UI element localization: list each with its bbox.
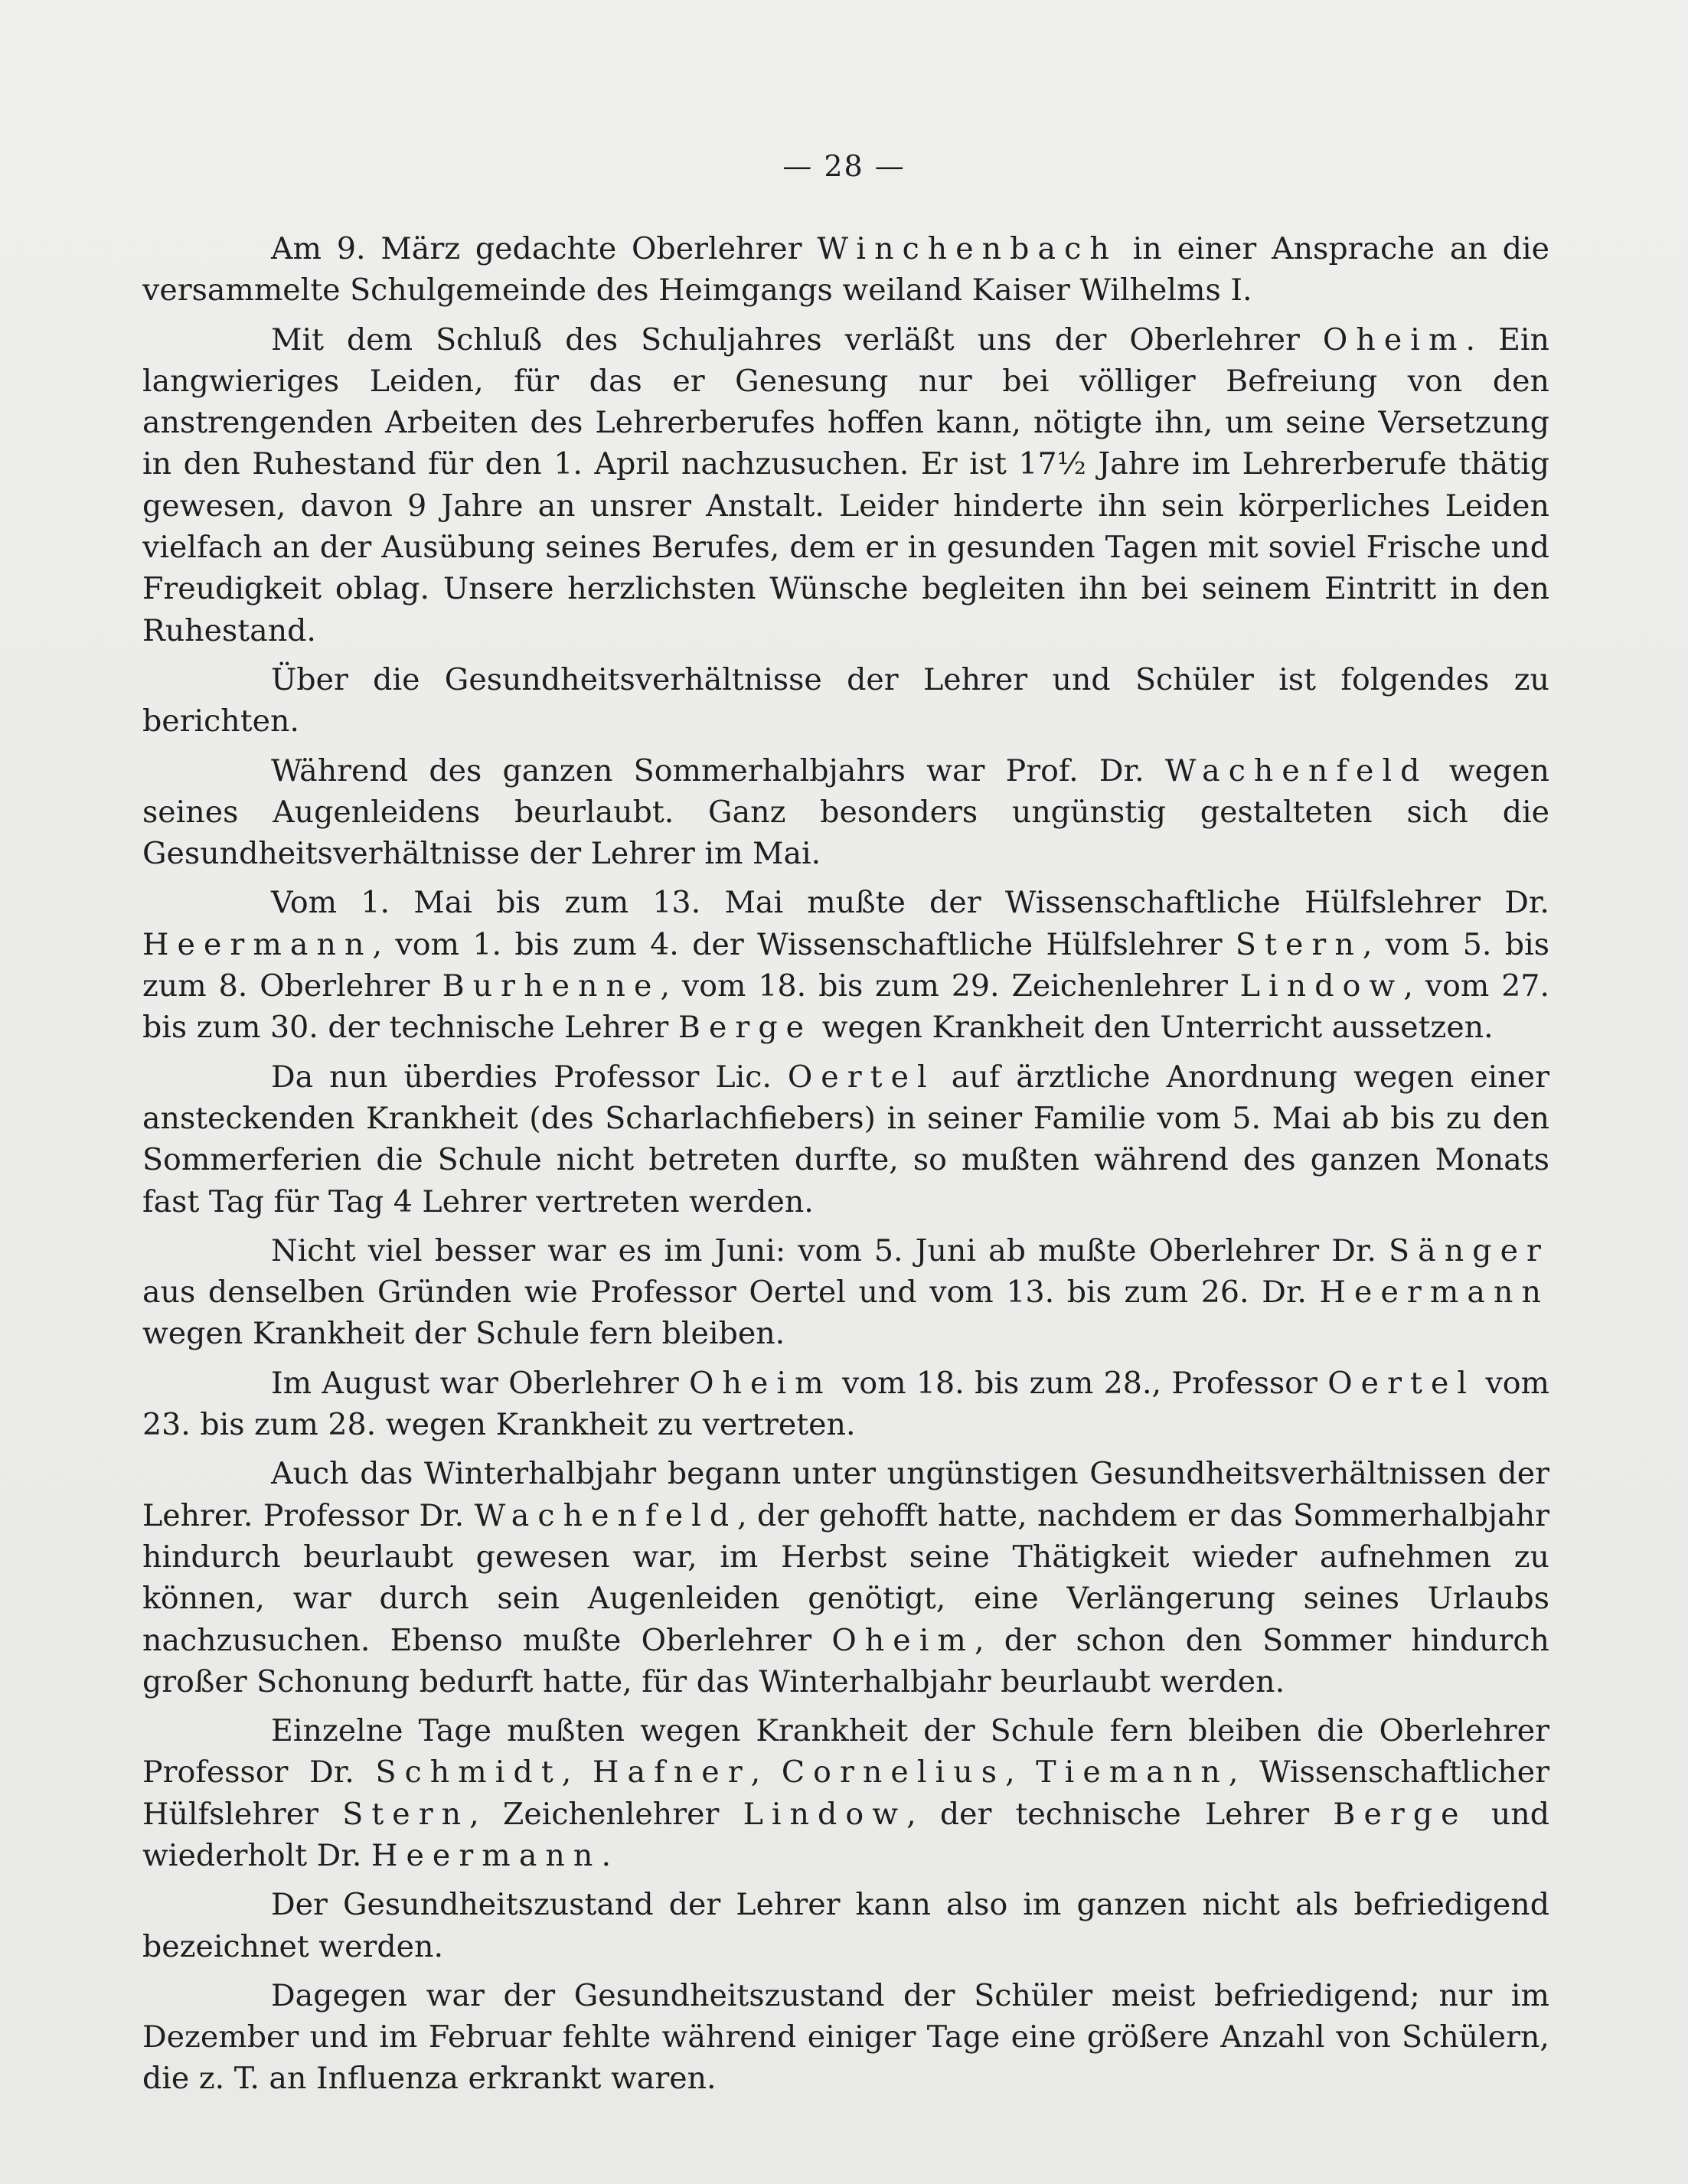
spaced-name: Heermann	[1319, 1275, 1549, 1311]
spaced-name: Schmidt	[375, 1755, 562, 1791]
text-run: , vom 5. bis zum 8. Oberlehrer	[142, 926, 1549, 1004]
paragraph	[142, 1884, 1549, 1967]
spaced-name: Oertel	[1327, 1365, 1476, 1401]
text-run: , vom 18. bis zum 29. Zeichenlehrer	[660, 968, 1240, 1004]
text-run: , der technische Lehrer	[906, 1796, 1334, 1832]
text-run: und wiederholt Dr.	[142, 1796, 1549, 1873]
spaced-name: Oertel	[787, 1059, 935, 1095]
text-run: Da nun überdies Professor Lic.	[271, 1059, 788, 1095]
text-run: wegen seines Augenleidens beurlaubt. Ganz besonders ungünstig gestalteten sich die Gesundheitsverhältnisse der Lehrer im Mai.	[142, 752, 1549, 872]
text-run: Während des ganzen Sommerhalbjahrs war Prof. Dr.	[271, 752, 1165, 788]
page-number: — 28 —	[782, 149, 906, 183]
text-run: Vom 1. Mai bis zum 13. Mai mußte der Wissenschaftliche Hülfslehrer Dr.	[271, 885, 1549, 921]
paragraph	[142, 1975, 1549, 2100]
paragraph	[142, 1453, 1549, 1702]
paragraph	[142, 659, 1549, 743]
text-run: , Wissenschaftlicher Hülfslehrer	[142, 1755, 1549, 1832]
paragraph	[142, 1710, 1549, 1876]
text-run: auf ärztliche Anordnung wegen einer ansteckenden Krankheit (des Scharlachfiebers) in seiner Familie vom 5. Mai ab bis zu den Sommerferien die Schule nicht betreten durfte, so mußten während des ganzen Monats fast Tag für Tag 4 Lehrer vertreten werden.	[142, 1059, 1549, 1219]
text-run: ,	[750, 1755, 782, 1791]
spaced-name: Oheim	[689, 1365, 832, 1401]
spaced-name: Lindow	[1239, 968, 1404, 1004]
spaced-name: Berge	[677, 1010, 813, 1046]
spaced-name: Tiemann	[1036, 1755, 1229, 1791]
spaced-name: Wachenfeld	[1164, 752, 1428, 788]
text-run: , der schon den Sommer hindurch großer Schonung bedurft hatte, für das Winterhalbjahr beurlaubt werden.	[142, 1622, 1549, 1699]
text-run: Mit dem Schluß des Schuljahres verläßt uns der Oberlehrer	[271, 322, 1323, 357]
text-run: wegen Krankheit der Schule fern bleiben.	[142, 1316, 785, 1352]
text-run: Am 9. März gedachte Oberlehrer	[271, 231, 818, 266]
text-run: . Ein langwieriges Leiden, für das er Genesung nur bei völliger Befreiung von den anstrengenden Arbeiten des Lehrerberufes hoffen kann, nötigte ihn, um seine Versetzung in den Ruhestand für den 1. April nachzusuchen. Er ist 17½ Jahre im Lehrerberufe thätig gewesen, davon 9 Jahre an unsrer Anstalt. Leider hinderte ihn sein körperliches Leiden vielfach an der Ausübung seines Berufes, dem er in gesunden Tagen mit soviel Frische und Freudigkeit oblag. Unsere herzlichsten Wünsche begleiten ihn bei seinem Eintritt in den Ruhestand.	[142, 322, 1549, 648]
spaced-name: Cornelius	[781, 1755, 1006, 1791]
text-run: , Zeichenlehrer	[469, 1796, 743, 1832]
spaced-name: Burhenne	[442, 968, 661, 1004]
spaced-name: Winchenbach	[817, 231, 1118, 266]
paragraph	[142, 1230, 1549, 1355]
text-run: aus denselben Gründen wie Professor Oertel und vom 13. bis zum 26. Dr.	[142, 1275, 1320, 1311]
spaced-name: Oheim	[1322, 322, 1466, 357]
text-run: Einzelne Tage mußten wegen Krankheit der Schule fern bleiben die Oberlehrer Professor Dr.	[142, 1713, 1549, 1791]
paragraph	[142, 750, 1549, 875]
paragraph	[142, 228, 1549, 312]
spaced-name: Heermann	[371, 1837, 602, 1873]
text-run: .	[601, 1837, 611, 1873]
paragraph	[142, 1363, 1549, 1446]
text-run: Dagegen war der Gesundheitszustand der Schüler meist befriedigend; nur im Dezember und im Februar fehlte während einiger Tage eine größere Anzahl von Schülern, die z. T. an Influenza erkrankt waren.	[142, 1977, 1549, 2097]
text-run: , vom 1. bis zum 4. der Wissenschaftliche Hülfslehrer	[372, 926, 1236, 962]
paragraph	[142, 1056, 1549, 1223]
text-run: in einer Ansprache an die versammelte Schulgemeinde des Heimgangs weiland Kaiser Wilhelms I.	[142, 231, 1549, 309]
text-run: , der gehofft hatte, nachdem er das Sommerhalbjahr hindurch beurlaubt gewesen war, im Herbst seine Thätigkeit wieder aufnehmen zu können, war durch sein Augenleiden genötigt, eine Verlängerung seines Urlaubs nachzusuchen. Ebenso mußte Oberlehrer	[142, 1497, 1550, 1658]
spaced-name: Oheim	[831, 1622, 975, 1658]
spaced-name: Lindow	[743, 1796, 907, 1832]
spaced-name: Stern	[1235, 926, 1363, 962]
text-run: Über die Gesundheitsverhältnisse der Lehrer und Schüler ist folgendes zu berichten.	[142, 661, 1549, 739]
spaced-name: Hafner	[592, 1755, 751, 1791]
text-run: Der Gesundheitszustand der Lehrer kann also im ganzen nicht als befriedigend bezeichnet werden.	[142, 1887, 1549, 1964]
text-run: , vom 27. bis zum 30. der technische Lehrer	[142, 968, 1550, 1046]
paragraph	[142, 319, 1549, 651]
text-run: wegen Krankheit den Unterricht aussetzen.	[812, 1010, 1494, 1046]
text-run: ,	[1005, 1755, 1037, 1791]
spaced-name: Wachenfeld	[474, 1497, 738, 1533]
spaced-name: Heermann	[142, 926, 373, 962]
body-text	[142, 228, 1549, 2107]
spaced-name: Berge	[1333, 1796, 1468, 1832]
text-run: Im August war Oberlehrer	[271, 1365, 690, 1401]
spaced-name: Stern	[342, 1796, 470, 1832]
text-run: vom 23. bis zum 28. wegen Krankheit zu vertreten.	[142, 1365, 1549, 1443]
text-run: ,	[561, 1755, 593, 1791]
text-run: Nicht viel besser war es im Juni: vom 5. Juni ab mußte Oberlehrer Dr.	[271, 1232, 1389, 1268]
text-run: Auch das Winterhalbjahr begann unter ungünstigen Gesundheitsverhältnissen der Lehrer. Professor Dr.	[142, 1456, 1549, 1533]
spaced-name: Sänger	[1389, 1232, 1549, 1268]
paragraph	[142, 882, 1549, 1048]
text-run: vom 18. bis zum 28., Professor	[831, 1365, 1328, 1401]
